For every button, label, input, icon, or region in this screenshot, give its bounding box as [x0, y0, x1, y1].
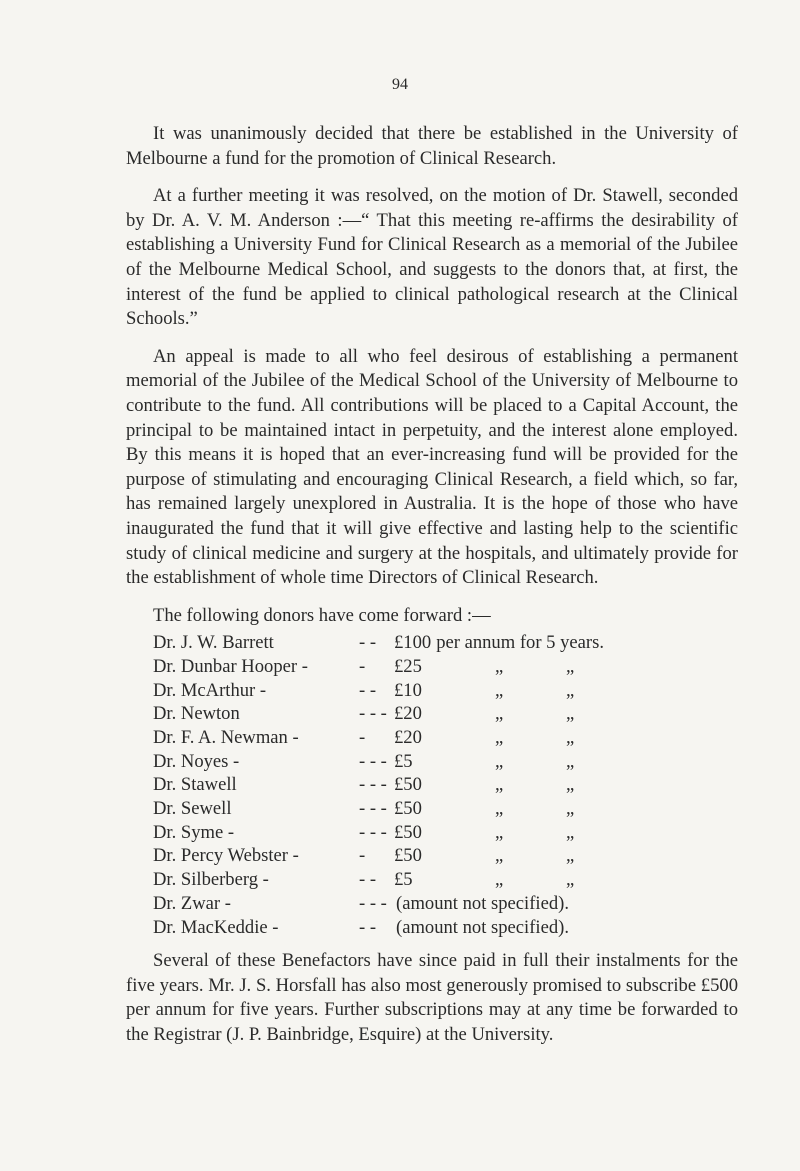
ditto-mark: „ — [495, 679, 504, 701]
ditto-mark: „ — [566, 774, 575, 796]
leader-dashes: - - — [359, 632, 377, 654]
ditto-mark: „ — [566, 845, 575, 867]
donor-row — [126, 679, 738, 703]
donor-row — [126, 868, 738, 892]
leader-dashes: - - - — [359, 703, 387, 725]
donor-row — [126, 916, 738, 940]
ditto-mark: „ — [495, 845, 504, 867]
donor-name: Dr. McArthur - — [153, 679, 267, 701]
paragraph-motion: At a further meeting it was resolved, on the motion of Dr. Stawell, seconded by Dr. A. V. M. Anderson :—“ That this meeting re-affirms the desirability of establishing a University Fund for Clinical Research as a memorial of the Jubilee of the Melbourne Medical School, and suggests to the donors that, at first, the interest of the fund be applied to clinical pathological research at the Clinical Schools.” — [126, 185, 738, 330]
donor-row — [126, 750, 738, 774]
leader-dashes: - — [359, 845, 366, 867]
donor-name: Dr. Percy Webster - — [153, 845, 299, 867]
donor-amount: £5 — [394, 750, 413, 772]
donor-row — [126, 821, 738, 845]
document-body — [126, 122, 738, 1061]
donor-amount: £50 — [394, 774, 422, 796]
paragraph-appeal: An appeal is made to all who feel desirous of establishing a permanent memorial of the Jubilee of the Medical School of the University of Melbourne to contribute to the fund. All contributions will be placed to a Capital Account, the principal to be maintained intact in perpetuity, and the interest alone employed. By this means it is hoped that an ever-increasing fund will be provided for the purpose of stimulating and encouraging Clinical Research, a field which, so far, has remained largely unexplored in Australia. It is the hope of those who have inaugurated the fund that it will give effective and lasting help to the scientific study of clinical medicine and surgery at the hospitals, and ultimately provide for the establishment of whole time Directors of Clinical Research. — [126, 345, 738, 589]
donor-name: Dr. MacKeddie - — [153, 916, 279, 938]
paragraph-closing: Several of these Benefactors have since paid in full their instalments for the five years. Mr. J. S. Horsfall has also most generously promised to subscribe £500 per annum for five years. Further subscriptions may at any time be forwarded to the Registrar (J. P. Bainbridge, Esquire) at the University. — [126, 950, 738, 1045]
donor-row — [126, 631, 738, 655]
ditto-mark: „ — [566, 869, 575, 891]
ditto-mark: „ — [566, 655, 575, 677]
ditto-mark: „ — [495, 655, 504, 677]
donor-amount: £50 — [394, 845, 422, 867]
donor-amount: £20 — [394, 703, 422, 725]
donor-row — [126, 773, 738, 797]
donor-amount — [394, 631, 604, 656]
donor-list — [126, 631, 738, 939]
leader-dashes: - — [359, 655, 366, 677]
donor-row — [126, 892, 738, 916]
donor-amount: £50 — [394, 821, 422, 843]
ditto-mark: „ — [495, 727, 504, 749]
leader-dashes: - — [359, 727, 366, 749]
leader-dashes: - - - — [359, 750, 387, 772]
ditto-mark: „ — [566, 750, 575, 772]
donor-name: Dr. Newton — [153, 703, 240, 725]
paragraph-resolution: It was unanimously decided that there be established in the University of Melbourne a fund for the promotion of Clinical Research. — [126, 123, 738, 169]
ditto-mark: „ — [495, 774, 504, 796]
leader-dashes: - - - — [359, 774, 387, 796]
donor-name: Dr. Zwar - — [153, 892, 231, 914]
donor-name: Dr. Noyes - — [153, 750, 240, 772]
donor-row — [126, 797, 738, 821]
ditto-mark: „ — [566, 703, 575, 725]
donor-amount-value: £100 — [394, 632, 432, 654]
donor-row — [126, 655, 738, 679]
donor-name: Dr. Stawell — [153, 774, 237, 796]
donor-amount: £10 — [394, 679, 422, 701]
donor-row — [126, 702, 738, 726]
donor-row — [126, 726, 738, 750]
leader-dashes: - - — [359, 679, 377, 701]
ditto-mark: „ — [495, 869, 504, 891]
ditto-mark: „ — [566, 821, 575, 843]
donor-name: Dr. Silberberg - — [153, 869, 269, 891]
donor-name: Dr. F. A. Newman - — [153, 727, 299, 749]
ditto-mark: „ — [566, 798, 575, 820]
donor-name: Dr. Dunbar Hooper - — [153, 655, 308, 677]
donor-amount: £25 — [394, 655, 422, 677]
donor-name: Dr. Sewell — [153, 798, 232, 820]
leader-dashes: - - - — [359, 892, 387, 914]
donors-intro: The following donors have come forward :— — [153, 604, 491, 626]
leader-dashes: - - — [359, 916, 377, 938]
donor-note: (amount not specified). — [396, 916, 569, 938]
leader-dashes: - - — [359, 869, 377, 891]
donor-terms: per annum for 5 years. — [436, 632, 604, 654]
ditto-mark: „ — [566, 679, 575, 701]
ditto-mark: „ — [566, 727, 575, 749]
leader-dashes: - - - — [359, 821, 387, 843]
page-number: 94 — [392, 76, 408, 93]
donor-amount: £20 — [394, 727, 422, 749]
donor-note: (amount not specified). — [396, 892, 569, 914]
donor-amount: £50 — [394, 798, 422, 820]
ditto-mark: „ — [495, 798, 504, 820]
ditto-mark: „ — [495, 750, 504, 772]
donor-name: Dr. Syme - — [153, 821, 235, 843]
donor-name: Dr. J. W. Barrett — [153, 632, 274, 654]
leader-dashes: - - - — [359, 798, 387, 820]
donor-amount: £5 — [394, 869, 413, 891]
ditto-mark: „ — [495, 703, 504, 725]
ditto-mark: „ — [495, 821, 504, 843]
donor-row — [126, 844, 738, 868]
